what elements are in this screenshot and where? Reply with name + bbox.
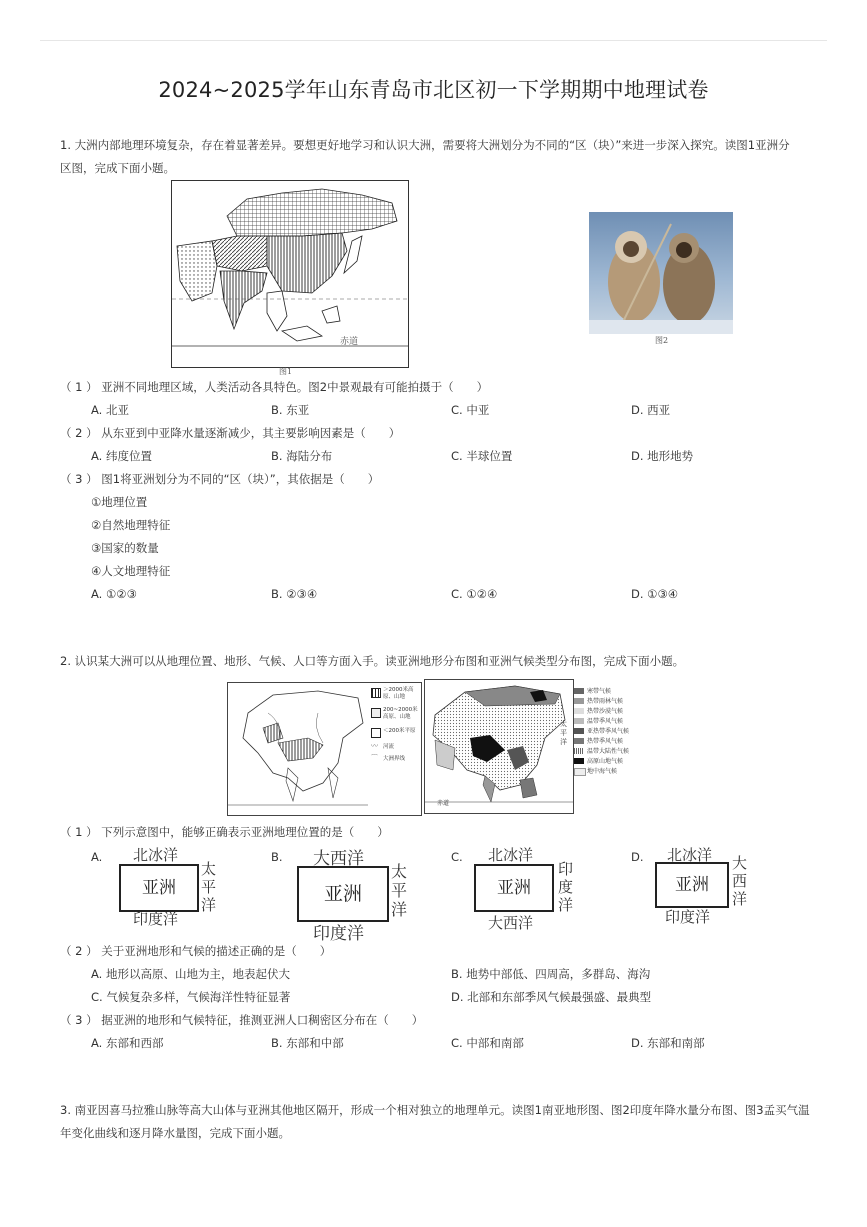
q1-sub1-option-a[interactable]: A. 北亚 <box>91 403 129 417</box>
climate-legend-1: 寒带气候 <box>587 688 612 695</box>
option-a-right-1: 太 <box>201 860 217 878</box>
q1-sub3-option-a[interactable]: A. ①②③ <box>91 587 137 601</box>
option-c-right-1: 印 <box>558 860 574 878</box>
option-a-top: 北冰洋 <box>133 846 179 864</box>
climate-swatch-7 <box>574 748 584 754</box>
q1-sub3-text: （ 3 ） 图1将亚洲划分为不同的“区（块）”，其依据是（ ） <box>60 472 380 486</box>
q2-sub2-text: （ 2 ） 关于亚洲地形和气候的描述正确的是（ ） <box>60 944 332 958</box>
q1-sub2-option-a[interactable]: A. 纬度位置 <box>91 449 152 463</box>
q1-sub3-item1: ①地理位置 <box>91 495 148 509</box>
climate-legend-7: 温带大陆性气候 <box>587 748 630 755</box>
option-b-right-2: 平 <box>391 881 408 900</box>
option-c-right <box>558 860 573 914</box>
climate-legend-6: 热带季风气候 <box>587 738 624 745</box>
pacific-char-3: 洋 <box>560 738 567 746</box>
option-a-right <box>201 860 216 914</box>
climate-swatch-4 <box>574 718 584 724</box>
option-b-right-1: 太 <box>391 862 408 881</box>
climate-swatch-1 <box>574 688 584 694</box>
q2-sub1-option-c-diagram[interactable] <box>474 842 584 934</box>
climate-swatch-8 <box>574 758 584 764</box>
page-title: 2024~2025学年山东青岛市北区初一下学期期中地理试卷 <box>158 78 709 102</box>
legend-label-high: ＞2000米高原、山地 <box>383 687 414 700</box>
climate-legend <box>574 686 644 776</box>
q1-sub2-option-c[interactable]: C. 半球位置 <box>451 449 513 463</box>
q2-sub1-option-b-letter[interactable]: B. <box>271 850 283 864</box>
q2-sub1-option-b-diagram[interactable] <box>297 842 417 942</box>
q2-sub1-text: （ 1 ） 下列示意图中，能够正确表示亚洲地理位置的是（ ） <box>60 825 389 839</box>
q2-sub1-option-d-diagram[interactable] <box>655 842 765 932</box>
boundary-icon: ⌒ <box>371 754 378 762</box>
river-icon: 〰 <box>371 742 378 750</box>
q2-sub3-option-c[interactable]: C. 中部和南部 <box>451 1036 524 1050</box>
q1-sub3-item2: ②自然地理特征 <box>91 518 171 532</box>
arctic-hunters-photo <box>589 212 733 334</box>
option-d-right-3: 洋 <box>732 890 748 908</box>
q3-stem-line2: 年变化曲线和逐月降水量图，完成下面小题。 <box>60 1126 290 1140</box>
pacific-char-2: 平 <box>560 729 567 737</box>
q1-stem-line2: 区图，完成下面小题。 <box>60 161 175 175</box>
q1-sub2-text: （ 2 ） 从东亚到中亚降水量逐渐减少，其主要影响因素是（ ） <box>60 426 401 440</box>
q2-sub1-option-c-letter[interactable]: C. <box>451 850 463 864</box>
q2-sub3-text: （ 3 ） 据亚洲的地形和气候特征，推测亚洲人口稠密区分布在（ ） <box>60 1013 424 1027</box>
q2-sub1-option-a-letter[interactable]: A. <box>91 850 103 864</box>
option-d-top: 北冰洋 <box>667 846 713 864</box>
top-divider <box>40 40 827 41</box>
legend-swatch-mid <box>371 708 381 718</box>
climate-legend-9: 地中海气候 <box>587 768 618 775</box>
q2-sub3-option-a[interactable]: A. 东部和西部 <box>91 1036 164 1050</box>
option-b-top: 大西洋 <box>313 849 364 869</box>
asia-climate-map <box>424 679 574 814</box>
asia-terrain-map <box>227 682 422 816</box>
option-d-right-2: 西 <box>732 872 748 890</box>
option-d-bottom: 印度洋 <box>665 908 711 926</box>
equator-label: 赤道 <box>340 337 359 347</box>
asia-region-map <box>171 180 409 368</box>
option-d-right-1: 大 <box>732 854 748 872</box>
q1-sub3-option-b[interactable]: B. ②③④ <box>271 587 318 601</box>
option-d-right <box>732 854 747 908</box>
q1-sub1-option-b[interactable]: B. 东亚 <box>271 403 310 417</box>
q1-sub1-option-c[interactable]: C. 中亚 <box>451 403 490 417</box>
climate-legend-2: 热带雨林气候 <box>587 698 624 705</box>
legend-label-low: ＜200米平原 <box>383 728 416 734</box>
q1-sub3-item4: ④人文地理特征 <box>91 564 171 578</box>
q2-sub3-option-d[interactable]: D. 东部和南部 <box>631 1036 705 1050</box>
option-b-bottom: 印度洋 <box>313 924 364 944</box>
option-a-box: 亚洲 <box>119 864 199 912</box>
pacific-label <box>560 720 567 747</box>
option-a-bottom: 印度洋 <box>133 910 179 928</box>
q1-sub2-option-b[interactable]: B. 海陆分布 <box>271 449 333 463</box>
legend-swatch-low <box>371 728 381 738</box>
option-b-right <box>391 862 407 919</box>
q3-stem-line1: 3. 南亚因喜马拉雅山脉等高大山体与亚洲其他地区隔开，形成一个相对独立的地理单元。读图1南亚地形图、图2印度年降水量分布图、图3孟买气温 <box>60 1103 810 1117</box>
option-d-box: 亚洲 <box>655 862 729 908</box>
climate-legend-4: 温带季风气候 <box>587 718 624 725</box>
q2-sub2-option-d[interactable]: D. 北部和东部季风气候最强盛、最典型 <box>451 990 652 1004</box>
q2-sub2-option-a[interactable]: A. 地形以高原、山地为主，地表起伏大 <box>91 967 290 981</box>
option-c-top: 北冰洋 <box>488 846 534 864</box>
fig2-caption: 图2 <box>655 336 669 345</box>
q2-sub3-option-b[interactable]: B. 东部和中部 <box>271 1036 344 1050</box>
q2-sub1-option-a-diagram[interactable] <box>117 842 227 932</box>
q1-sub3-option-c[interactable]: C. ①②④ <box>451 587 498 601</box>
climate-legend-3: 热带沙漠气候 <box>587 708 624 715</box>
legend-swatch-high <box>371 688 381 698</box>
option-a-right-3: 洋 <box>201 896 217 914</box>
legend-label-mid: 200~2000米高原、山地 <box>383 707 418 720</box>
fig1-caption: 图1 <box>279 367 293 376</box>
legend-label-river: 河流 <box>383 744 395 750</box>
q1-sub1-text: （ 1 ） 亚洲不同地理区域，人类活动各具特色。图2中景观最有可能拍摄于（ ） <box>60 380 489 394</box>
climate-swatch-9 <box>574 768 586 776</box>
q1-sub3-option-d[interactable]: D. ①③④ <box>631 587 679 601</box>
option-c-bottom: 大西洋 <box>488 914 534 932</box>
q1-sub3-item3: ③国家的数量 <box>91 541 159 555</box>
q2-stem: 2. 认识某大洲可以从地理位置、地形、气候、人口等方面入手。读亚洲地形分布图和亚洲气候类型分布图，完成下面小题。 <box>60 654 685 668</box>
climate-swatch-2 <box>574 698 584 704</box>
terrain-legend <box>371 687 419 765</box>
legend-label-boundary: 大洲界线 <box>383 756 406 762</box>
option-c-right-3: 洋 <box>558 896 574 914</box>
q1-sub2-option-d[interactable]: D. 地形地势 <box>631 449 694 463</box>
q2-sub1-option-d-letter[interactable]: D. <box>631 850 644 864</box>
climate-swatch-3 <box>574 708 584 714</box>
option-b-right-3: 洋 <box>391 900 408 919</box>
q1-stem-line1: 1. 大洲内部地理环境复杂，存在着显著差异。要想更好地学习和认识大洲，需要将大洲划分为不同的“区（块）”来进一步深入探究。读图1亚洲分 <box>60 138 790 152</box>
climate-legend-8: 高原山地气候 <box>587 758 624 765</box>
climate-equator-label: 赤道 <box>437 800 450 807</box>
option-a-right-2: 平 <box>201 878 217 896</box>
option-b-box: 亚洲 <box>297 866 389 922</box>
climate-swatch-5 <box>574 728 584 734</box>
q2-sub2-option-c[interactable]: C. 气候复杂多样，气候海洋性特征显著 <box>91 990 291 1004</box>
q2-sub2-option-b[interactable]: B. 地势中部低、四周高，多群岛、海沟 <box>451 967 651 981</box>
climate-legend-5: 亚热带季风气候 <box>587 728 630 735</box>
option-c-right-2: 度 <box>558 878 574 896</box>
climate-swatch-6 <box>574 738 584 744</box>
q1-sub1-option-d[interactable]: D. 西亚 <box>631 403 671 417</box>
option-c-box: 亚洲 <box>474 864 554 912</box>
pacific-char-1: 太 <box>560 720 567 728</box>
